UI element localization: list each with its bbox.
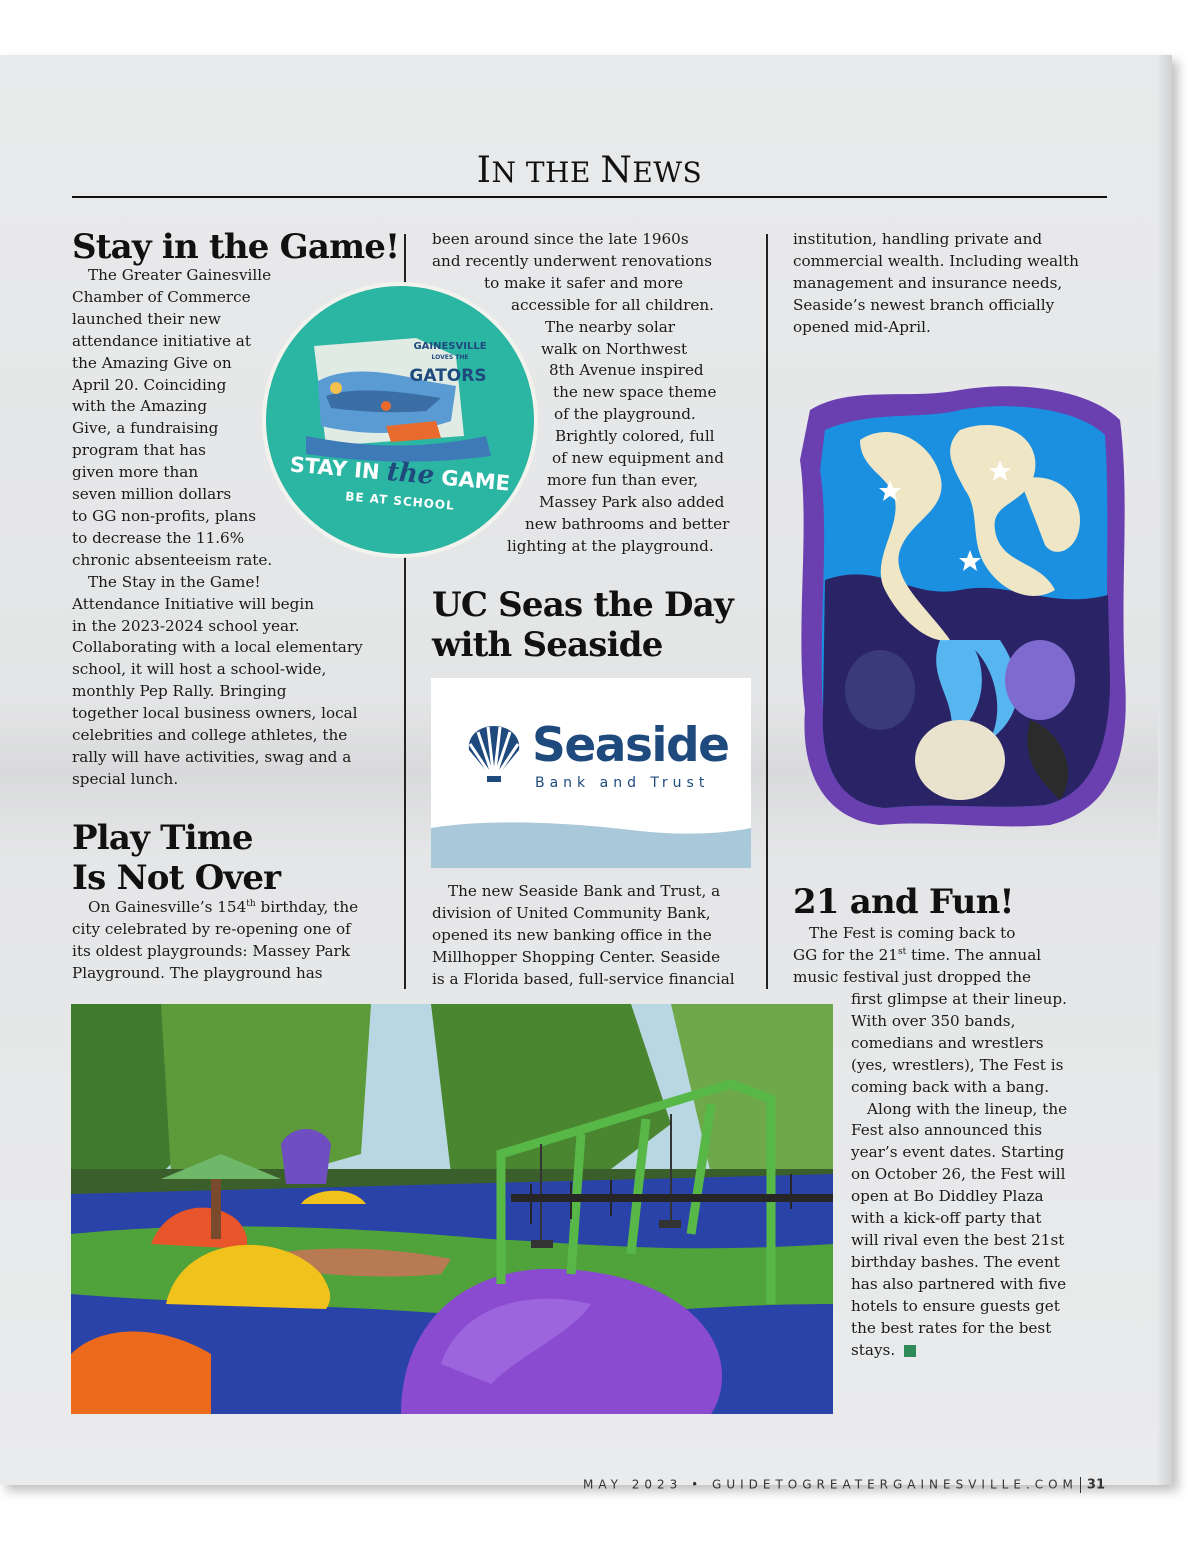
page-edge [1158,55,1172,1485]
badge-be-at-school: BE AT SCHOOL [344,489,456,513]
headline-21-and-fun: 21 and Fun! [793,882,1014,922]
article-21-and-fun-body-continued: first glimpse at their lineup. With over 350 bands, comedians and wrestlers (yes, wrestlers), The Fest is coming back with a bang. Along with the lineup, the Fest also announced this year’s event dates. Starting on October 26, the Fest will open at Bo Diddley Plaza with a kick-off party that will rival even the best 21st birthday bashes. The event has also partnered with five hotels to ensure guests get the best rates for the best stays. [851,990,1068,1359]
playground-photo [71,1004,833,1414]
badge-label-tiny: LOVES THE [431,354,469,361]
footer-separator [1080,1477,1081,1493]
page-footer [583,1477,1105,1493]
article-stay-in-the-game-body: The Greater Gainesville Chamber of Commerce launched their new attendance initiative at the Amazing Give on April 20. Coinciding with the Amazing Give, a fundraising program that has given more than seven million dollars to GG non-profits, plans to decrease the 11.6% chronic absenteeism rate. The Stay in the Game! Attendance Initiative will begin in the 2023-2024 school year. Collaborating with a local elementary school, it will host a school-wide, monthly Pep Rally. Bringing together local business owners, local celebrities and college athletes, the rally will have activities, swag and a special lunch. [72,266,363,788]
seaside-logo-subtitle: Bank and Trust [535,775,710,791]
headline-uc-seas-the-day: UC Seas the Day with Seaside [432,585,733,665]
badge-label-small: GAINESVILLE [413,341,487,352]
masthead-rule [72,196,1107,198]
page-number: 31 [1086,1477,1105,1493]
article-play-time-continued: been around since the late 1960s and recently underwent renovations to make it safer and more accessible for all children. The nearby solar walk on Northwest 8th Avenue inspired the new space theme of the playground. Brightly colored, full of new equipment and more fun than ever, Massey Park also added new bathrooms and better lighting at the playground. [432,230,730,555]
article-seaside-continued: institution, handling private and commercial wealth. Including wealth management and insurance needs, Seaside’s newest branch officially opened mid-April. [793,230,1079,336]
article-seaside-body: The new Seaside Bank and Trust, a division of United Community Bank, opened its new banking office in the Millhopper Shopping Center. Seaside is a Florida based, full-service financial [432,882,735,988]
headline-stay-in-the-game: Stay in the Game! [72,227,400,267]
shell-icon [461,720,527,786]
seaside-logo-name: Seaside [532,718,729,773]
seaside-logo [431,678,751,868]
the-fest-21-illustration [790,380,1130,830]
footer-issue: MAY 2023 • GUIDETOGREATERGAINESVILLE.COM [583,1477,1078,1492]
column-divider [766,234,768,989]
badge-stay-in-the-game: STAY IN the GAME [288,452,511,496]
end-of-article-mark [904,1345,916,1357]
headline-play-time: Play Time Is Not Over [72,818,281,898]
article-play-time-body: On Gainesville’s 154th birthday, the city celebrated by re-opening one of its oldest playgrounds: Massey Park Playground. The playground has [72,898,359,982]
article-21-and-fun-body: The Fest is coming back to GG for the 21st time. The annual music festival just dropped the [793,924,1042,986]
section-title: IN THE NEWS [476,150,703,191]
badge-label-gators: GATORS [409,366,487,386]
